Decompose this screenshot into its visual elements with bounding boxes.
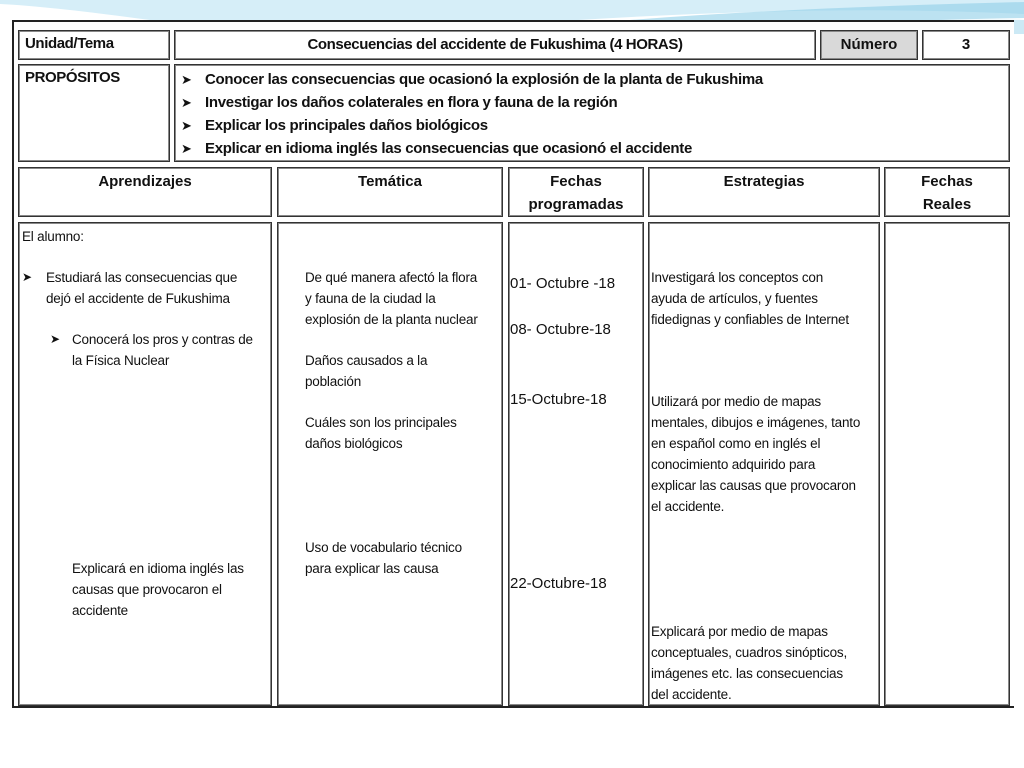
col-head-label: Temática bbox=[358, 173, 422, 190]
estrategia-1-line: ayuda de artículos, y fuentes bbox=[651, 291, 818, 306]
aprendizaje-2-line: Conocerá los pros y contras de bbox=[72, 332, 253, 347]
aprendizaje-2-line: la Física Nuclear bbox=[72, 353, 170, 368]
aprendizaje-3-line: Explicará en idioma inglés las bbox=[72, 561, 244, 576]
col-head-tematica bbox=[277, 167, 503, 217]
proposito-item: ➤ Investigar los daños colaterales en flora y fauna de la región bbox=[175, 91, 1009, 114]
propositos-label-cell bbox=[18, 64, 170, 162]
estrategia-2-line: Utilizará por medio de mapas bbox=[651, 394, 821, 409]
numero-value: 3 bbox=[961, 36, 971, 53]
col-head-estrategias bbox=[648, 167, 880, 217]
propositos-label: PROPÓSITOS bbox=[25, 69, 120, 86]
arrow-bullet-icon: ➤ bbox=[50, 332, 61, 346]
tematica-2-line: Daños causados a la bbox=[305, 353, 428, 368]
fecha-programada: 22-Octubre-18 bbox=[510, 575, 607, 592]
estrategia-2-line: en español como en inglés el bbox=[651, 436, 821, 451]
estrategia-2-line: mentales, dibujos e imágenes, tanto bbox=[651, 415, 861, 430]
estrategia-3-line: conceptuales, cuadros sinópticos, bbox=[651, 645, 848, 660]
numero-label-cell bbox=[820, 30, 918, 60]
numero-value-cell bbox=[922, 30, 1010, 60]
aprendizaje-3-line: causas que provocaron el bbox=[72, 582, 222, 597]
tematica-4-line: Uso de vocabulario técnico bbox=[305, 540, 462, 555]
col-head-fechas-reales bbox=[884, 167, 1010, 217]
tematica-4-line: para explicar las causa bbox=[305, 561, 439, 576]
tematica-2-line: población bbox=[305, 374, 361, 389]
estrategia-2-line: explicar las causas que provocaron bbox=[651, 478, 856, 493]
estrategia-3-line: Explicará por medio de mapas bbox=[651, 624, 828, 639]
proposito-item: ➤ Conocer las consecuencias que ocasionó la explosión de la planta de Fukushima bbox=[175, 68, 1009, 91]
tematica-1-line: De qué manera afectó la flora bbox=[305, 270, 478, 285]
estrategia-2-line: el accidente. bbox=[651, 499, 725, 514]
col-head-label: Fechas bbox=[921, 173, 973, 190]
title-cell bbox=[174, 30, 816, 60]
unit-title: Consecuencias del accidente de Fukushima (4 HORAS) bbox=[307, 36, 683, 53]
aprendizaje-1-line: Estudiará las consecuencias que bbox=[46, 270, 238, 285]
tematica-3-line: Cuáles son los principales bbox=[305, 415, 457, 430]
col-head-label: Estrategias bbox=[723, 173, 805, 190]
fechas-reales-cell bbox=[884, 222, 1010, 706]
aprendizaje-3-line: accidente bbox=[72, 603, 128, 618]
col-head-label: Fechas bbox=[550, 173, 602, 190]
propositos-list bbox=[175, 68, 1009, 160]
col-head-aprendizajes bbox=[18, 167, 272, 217]
tematica-3-line: daños biológicos bbox=[305, 436, 403, 451]
propositos-cell bbox=[174, 64, 1010, 162]
aprendizaje-1-line: dejó el accidente de Fukushima bbox=[46, 291, 230, 306]
estrategia-3-line: del accidente. bbox=[651, 687, 732, 702]
fecha-programada: 15-Octubre-18 bbox=[510, 391, 607, 408]
unidad-label-cell bbox=[18, 30, 170, 60]
proposito-item: ➤ Explicar los principales daños biológicos bbox=[175, 114, 1009, 137]
aprendizajes-intro: El alumno: bbox=[22, 229, 84, 244]
tematica-1-line: explosión de la planta nuclear bbox=[305, 312, 478, 327]
col-head-fechas-programadas bbox=[508, 167, 644, 217]
proposito-item: ➤ Explicar en idioma inglés las consecuencias que ocasionó el accidente bbox=[175, 137, 1009, 160]
arrow-bullet-icon: ➤ bbox=[22, 270, 33, 284]
arrow-bullet-icon: ➤ bbox=[181, 141, 192, 156]
estrategia-1-line: fidedignas y confiables de Internet bbox=[651, 312, 849, 327]
numero-label: Número bbox=[840, 36, 898, 53]
col-head-label: Reales bbox=[922, 196, 972, 213]
arrow-bullet-icon: ➤ bbox=[181, 118, 192, 133]
estrategia-2-line: conocimiento adquirido para bbox=[651, 457, 816, 472]
tematica-1-line: y fauna de la ciudad la bbox=[305, 291, 436, 306]
arrow-bullet-icon: ➤ bbox=[181, 95, 192, 110]
fecha-programada: 08- Octubre-18 bbox=[510, 321, 611, 338]
col-head-label: Aprendizajes bbox=[98, 173, 192, 190]
estrategia-1-line: Investigará los conceptos con bbox=[651, 270, 824, 285]
fecha-programada: 01- Octubre -18 bbox=[510, 275, 616, 292]
col-head-label: programadas bbox=[528, 196, 624, 213]
estrategia-3-line: imágenes etc. las consecuencias bbox=[651, 666, 843, 681]
unidad-label: Unidad/Tema bbox=[25, 35, 114, 52]
arrow-bullet-icon: ➤ bbox=[181, 72, 192, 87]
